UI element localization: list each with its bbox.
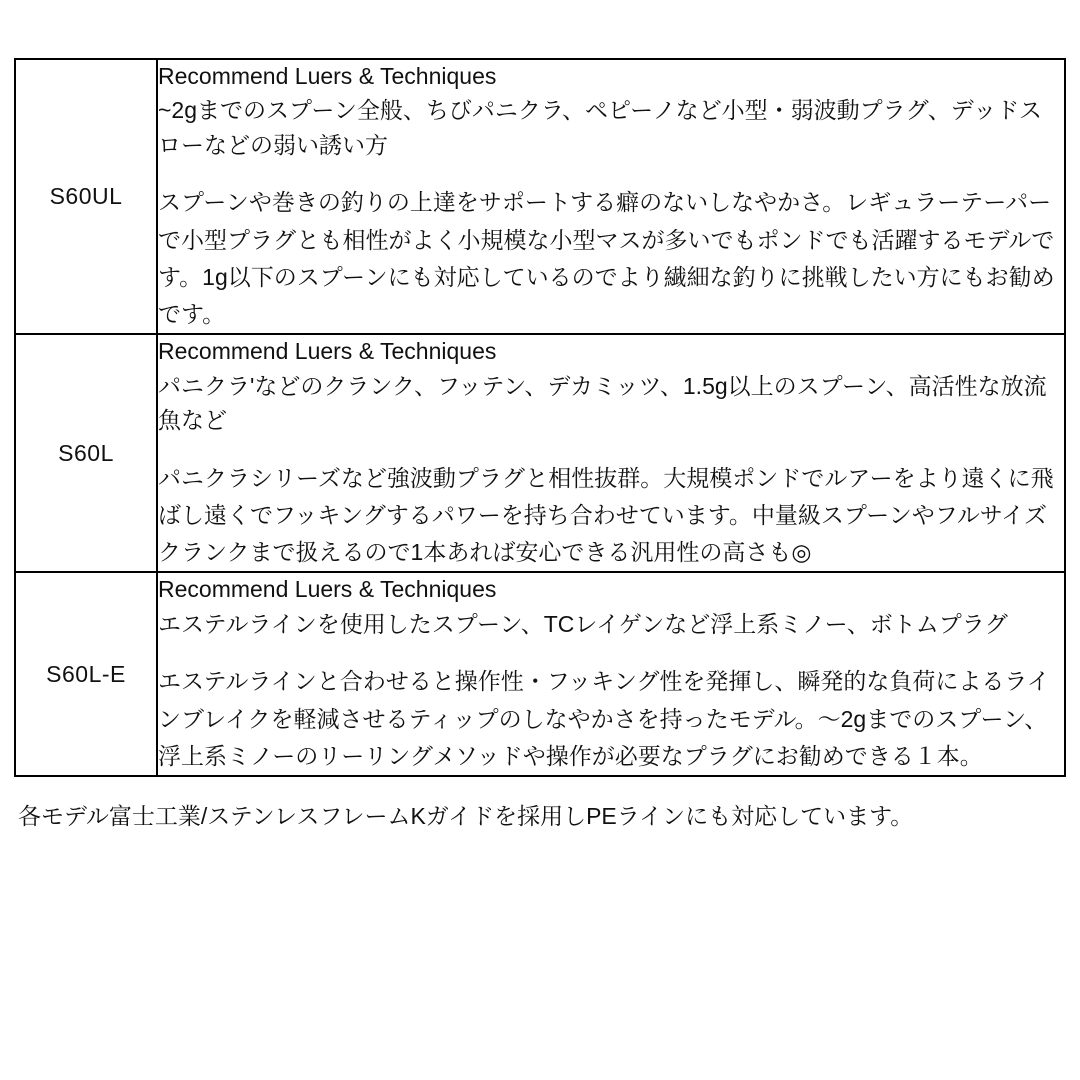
table-row (15, 572, 1065, 776)
model-name-cell: S60L (15, 334, 157, 572)
model-description-text: パニクラシリーズなど強波動プラグと相性抜群。大規模ポンドでルアーをより遠くに飛ばし遠くでフッキングするパワーを持ち合わせています。中量級スプーンやフルサイズクランクまで扱えるので1本あれば安心できる汎用性の高さも◎ (158, 464, 1054, 566)
recommend-lures-list: パニクラ'などのクランク、フッテン、デカミッツ、1.5g以上のスプーン、高活性な放流魚など (158, 372, 1047, 434)
table-body (15, 59, 1065, 776)
model-description-cell (157, 572, 1065, 776)
model-name-cell: S60L-E (15, 572, 157, 776)
table-row (15, 59, 1065, 334)
footer-note: 各モデル富士工業/ステンレスフレームKガイドを採用しPEラインにも対応しています。 (18, 803, 914, 830)
recommend-heading: Recommend Luers & Techniques (158, 63, 497, 89)
rod-model-table (14, 58, 1066, 777)
recommend-heading: Recommend Luers & Techniques (158, 576, 497, 603)
recommend-heading: Recommend Luers & Techniques (158, 338, 497, 365)
table-row (15, 334, 1065, 572)
model-description-cell (157, 59, 1065, 334)
model-description-text: スプーンや巻きの釣りの上達をサポートする癖のないしなやかさ。レギュラーテーパーで小型プラグとも相性がよく小規模な小型マスが多いでもポンドでも活躍するモデルです。1g以下のスプーンにも対応しているのでより繊細な釣りに挑戦したい方にもお勧めです。 (158, 189, 1055, 328)
model-description-cell (157, 334, 1065, 572)
model-name-cell: S60UL (15, 59, 157, 334)
recommend-lures-list: エステルラインを使用したスプーン、TCレイゲンなど浮上系ミノー、ボトムプラグ (158, 610, 1008, 637)
model-description-text: エステルラインと合わせると操作性・フッキング性を発揮し、瞬発的な負荷によるラインブレイクを軽減させるティップのしなやかさを持ったモデル。〜2gまでのスプーン、浮上系ミノーのリーリングメソッドや操作が必要なプラグにお勧めできる１本。 (158, 668, 1050, 769)
recommend-lures-list: ~2gまでのスプーン全般、ちびパニクラ、ペピーノなど小型・弱波動プラグ、デッドスローなどの弱い誘い方 (158, 97, 1043, 158)
